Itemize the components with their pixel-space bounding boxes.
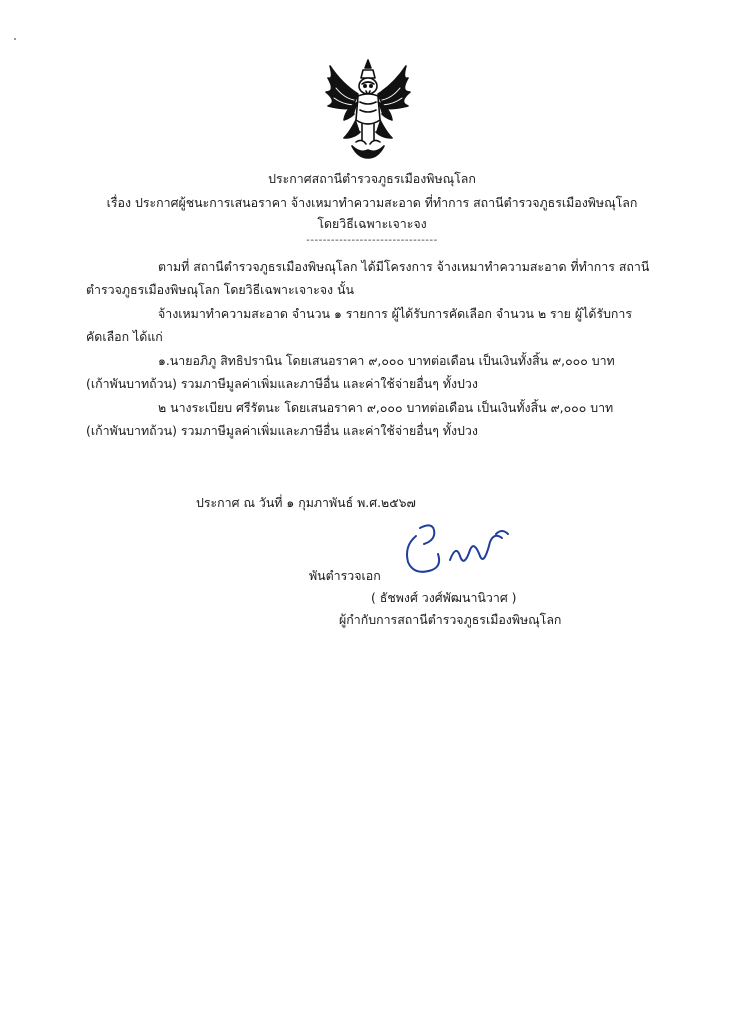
body-paragraph-2: จ้างเหมาทำความสะอาด จำนวน ๑ รายการ ผู้ได้รับการคัดเลือก จำนวน ๒ ราย ผู้ได้รับการ — [158, 306, 633, 321]
announcement-date: ประกาศ ณ วันที่ ๑ กุมภาพันธ์ พ.ศ.๒๕๖๗ — [196, 495, 416, 510]
document-subject: เรื่อง ประกาศผู้ชนะการเสนอราคา จ้างเหมาทำความสะอาด ที่ทำการ สถานีตำรวจภูธรเมืองพิษณุโลก — [106, 195, 638, 210]
body-paragraph-2-cont: คัดเลือก ได้แก่ — [86, 329, 163, 344]
garuda-emblem-icon — [322, 58, 414, 160]
document-subject-method: โดยวิธีเฉพาะเจาะจง — [317, 216, 427, 231]
scan-speck — [14, 38, 16, 40]
signatory-rank: พันตำรวจเอก — [309, 568, 381, 583]
selected-bidder-1-cont: (เก้าพันบาทถ้วน) รวมภาษีมูลค่าเพิ่มและภาษีอื่น และค่าใช้จ่ายอื่นๆ ทั้งปวง — [86, 376, 478, 391]
document-title: ประกาศสถานีตำรวจภูธรเมืองพิษณุโลก — [268, 171, 476, 186]
separator-line: -------------------------------- — [306, 235, 438, 246]
signatory-position: ผู้กำกับการสถานีตำรวจภูธรเมืองพิษณุโลก — [339, 612, 562, 627]
handwritten-signature — [398, 520, 518, 580]
signatory-name: ( ธัชพงศ์ วงศ์พัฒนานิวาศ ) — [371, 590, 517, 605]
selected-bidder-1: ๑.นายอภิภู สิทธิปรานิน โดยเสนอราคา ๙,๐๐๐ บาทต่อเดือน เป็นเงินทั้งสิ้น ๙,๐๐๐ บาท — [158, 353, 615, 368]
selected-bidder-2-cont: (เก้าพันบาทถ้วน) รวมภาษีมูลค่าเพิ่มและภาษีอื่น และค่าใช้จ่ายอื่นๆ ทั้งปวง — [86, 423, 478, 438]
body-paragraph-1-cont: ตำรวจภูธรเมืองพิษณุโลก โดยวิธีเฉพาะเจาะจง นั้น — [86, 282, 354, 297]
body-paragraph-1: ตามที่ สถานีตำรวจภูธรเมืองพิษณุโลก ได้มีโครงการ จ้างเหมาทำความสะอาด ที่ทำการ สถานี — [158, 259, 650, 274]
selected-bidder-2: ๒ นางระเบียบ ศรีรัตนะ โดยเสนอราคา ๙,๐๐๐ บาทต่อเดือน เป็นเงินทั้งสิ้น ๙,๐๐๐ บาท — [158, 400, 614, 415]
